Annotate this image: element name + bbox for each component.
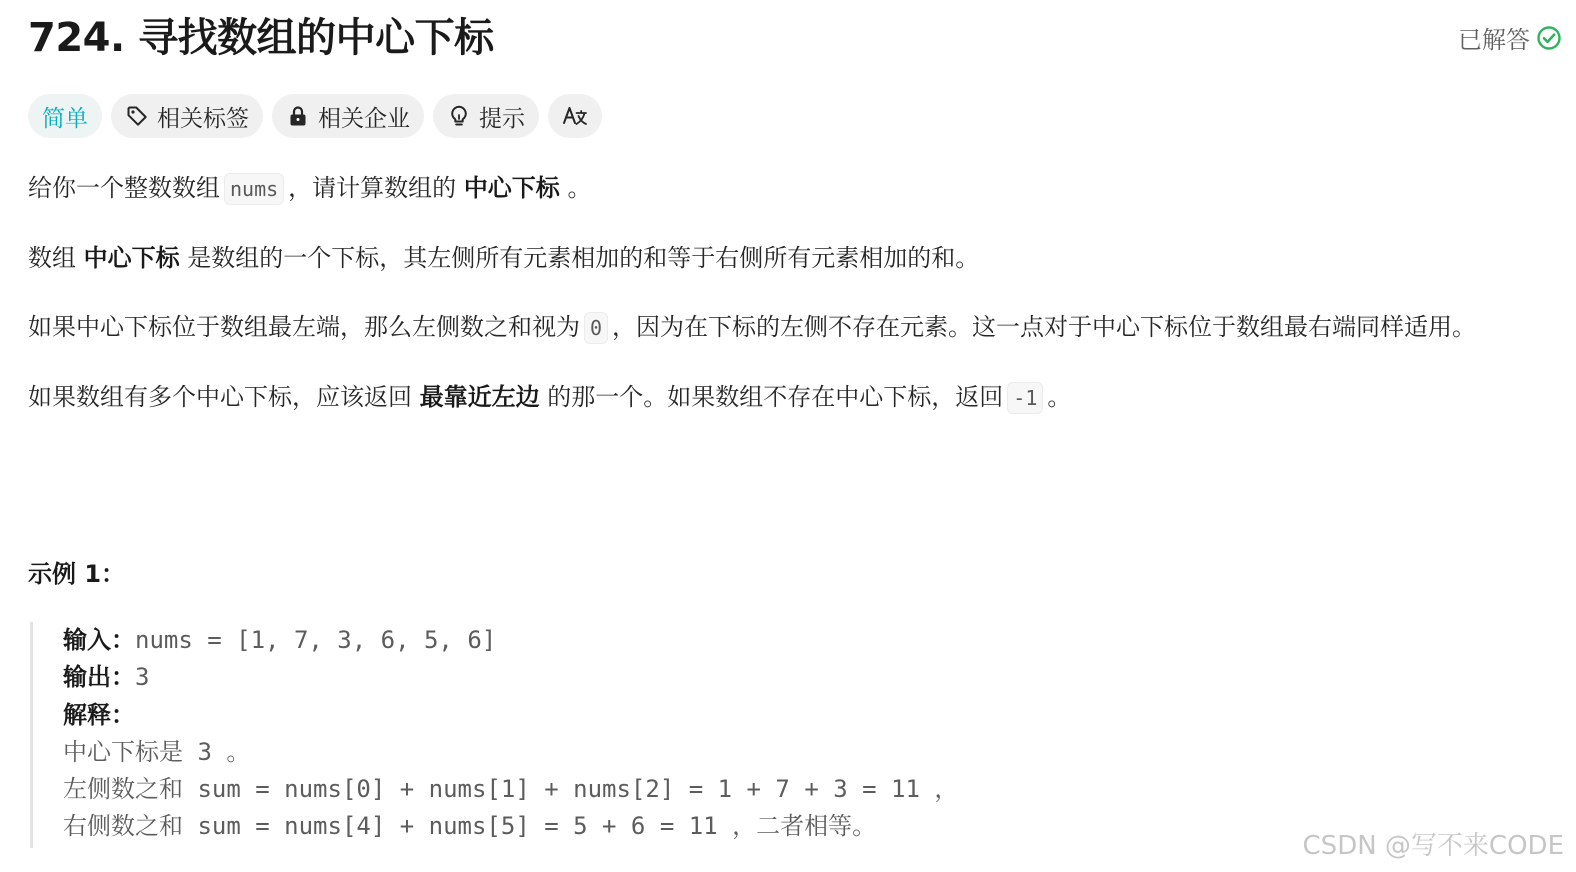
text: sum = nums[4] + nums[5] = 5 + 6 = 11 ， bbox=[183, 812, 757, 841]
problem-title[interactable]: 724. 寻找数组的中心下标 bbox=[28, 15, 494, 61]
text: ，因为在下标的左侧不存在元素。这一点对于中心下标位于数组最右端同样适用。 bbox=[612, 313, 1477, 341]
csdn-watermark: CSDN @写不来CODE bbox=[1302, 831, 1564, 861]
description-paragraph-2 bbox=[28, 238, 1564, 278]
inline-code-minus-one: -1 bbox=[1007, 382, 1043, 414]
text: 3 。 bbox=[183, 737, 251, 766]
text: 如果中心下标位于数组最左端，那么左侧数之和视为 bbox=[28, 313, 580, 341]
example-output-line bbox=[63, 659, 1550, 696]
text: 。 bbox=[1047, 383, 1072, 411]
example-explain-line bbox=[63, 697, 1550, 734]
description-paragraph-1 bbox=[28, 168, 1564, 209]
text: 。 bbox=[567, 174, 592, 202]
example-explain-text-1 bbox=[63, 734, 1550, 771]
description-paragraph-4 bbox=[28, 377, 1564, 418]
text: 是数组的一个下标，其左侧所有元素相加的和等于右侧所有元素相加的和。 bbox=[187, 244, 980, 272]
related-tags-label: 相关标签 bbox=[157, 105, 249, 132]
lock-icon bbox=[286, 104, 310, 128]
related-tags-button[interactable] bbox=[111, 94, 263, 138]
example-input-line bbox=[63, 622, 1550, 659]
example-explain-text-2 bbox=[63, 771, 1550, 808]
example-title: 示例 1： bbox=[28, 560, 126, 588]
inline-code-nums: nums bbox=[224, 173, 284, 205]
related-companies-button[interactable] bbox=[272, 94, 424, 138]
bold-term-center-index: 中心下标 bbox=[83, 244, 180, 272]
related-companies-label: 相关企业 bbox=[318, 105, 410, 132]
text: sum = nums[0] + nums[1] + nums[2] = 1 + 7 + 3 = 11 ， bbox=[183, 775, 959, 804]
solved-status bbox=[1458, 20, 1562, 55]
translate-button[interactable] bbox=[548, 94, 602, 138]
translate-icon bbox=[562, 104, 588, 128]
text: 中心下标是 bbox=[63, 737, 183, 766]
problem-header bbox=[28, 8, 1562, 68]
problem-description bbox=[28, 168, 1564, 447]
tag-icon bbox=[125, 104, 149, 128]
text: 如果数组有多个中心下标，应该返回 bbox=[28, 383, 412, 411]
bold-term-leftmost: 最靠近左边 bbox=[419, 383, 540, 411]
example-output-value: 3 bbox=[135, 663, 150, 692]
text: 数组 bbox=[28, 244, 76, 272]
check-circle-icon bbox=[1536, 25, 1562, 51]
text: 左侧数之和 bbox=[63, 775, 183, 804]
solved-status-label: 已解答 bbox=[1458, 26, 1530, 54]
lightbulb-icon bbox=[447, 104, 471, 128]
text: 二者相等。 bbox=[756, 812, 877, 841]
difficulty-badge[interactable] bbox=[28, 94, 102, 138]
example-input-value: nums = [1, 7, 3, 6, 5, 6] bbox=[135, 626, 497, 654]
difficulty-label: 简单 bbox=[42, 105, 88, 132]
example-output-label: 输出： bbox=[63, 663, 135, 692]
text: 右侧数之和 bbox=[63, 812, 183, 841]
hint-button[interactable] bbox=[433, 94, 539, 138]
text: 给你一个整数数组 bbox=[28, 174, 220, 202]
tag-row bbox=[28, 94, 602, 138]
hint-label: 提示 bbox=[479, 105, 525, 132]
text: ，请计算数组的 bbox=[288, 174, 457, 202]
example-block bbox=[30, 622, 1550, 848]
bold-term-center-index: 中心下标 bbox=[463, 174, 560, 202]
example-input-label: 输入： bbox=[63, 626, 135, 654]
example-explain-label: 解释： bbox=[63, 700, 135, 729]
text: 的那一个。如果数组不存在中心下标，返回 bbox=[547, 383, 1004, 411]
description-paragraph-3 bbox=[28, 307, 1564, 348]
inline-code-zero: 0 bbox=[584, 312, 608, 344]
